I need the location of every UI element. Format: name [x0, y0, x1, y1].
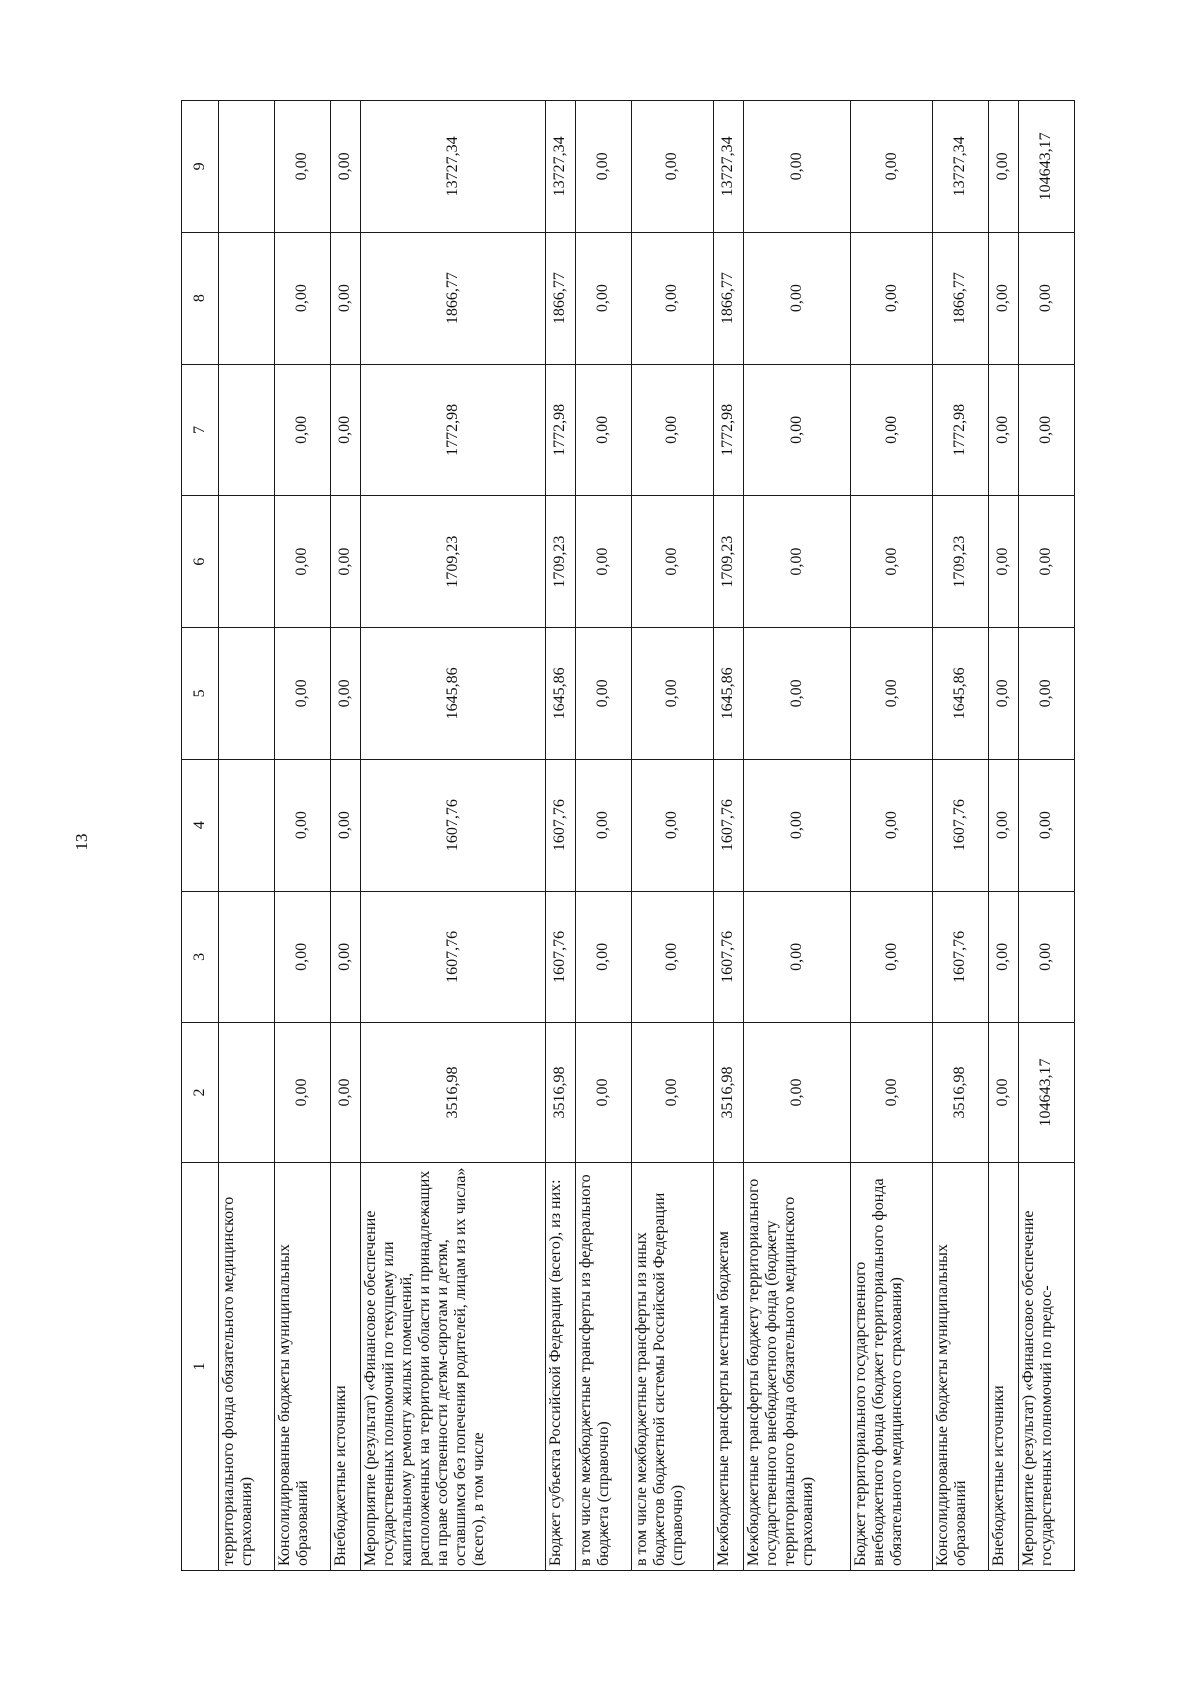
- cell-value: 0,00: [851, 232, 933, 364]
- cell-value: 0,00: [1018, 891, 1074, 1023]
- row-label: Межбюджетные трансферты бюджету территориального государственного внебюджетного фонда (бюджету территориального фонда обязательного медицинского страхования): [743, 1162, 851, 1570]
- cell-value: 0,00: [988, 364, 1018, 496]
- cell-value: 1709,23: [545, 496, 575, 628]
- cell-value: 0,00: [575, 232, 631, 364]
- cell-value: 1607,76: [545, 759, 575, 891]
- cell-value: 0,00: [743, 628, 851, 760]
- cell-value: 0,00: [631, 364, 713, 496]
- table-row: [1018, 101, 1074, 1571]
- cell-value: 0,00: [575, 364, 631, 496]
- cell-value: 1645,86: [713, 628, 743, 760]
- cell-value: 0,00: [988, 759, 1018, 891]
- cell-value: 13727,34: [713, 101, 743, 233]
- cell-value: 0,00: [988, 1023, 1018, 1162]
- cell-value: 1645,86: [932, 628, 988, 760]
- row-label: Бюджет субъекта Российской Федерации (всего), из них:: [545, 1162, 575, 1570]
- cell-value: 13727,34: [360, 101, 545, 233]
- cell-value: 3516,98: [545, 1023, 575, 1162]
- cell-value: 1772,98: [713, 364, 743, 496]
- cell-value: 0,00: [988, 101, 1018, 233]
- cell-value: 1772,98: [932, 364, 988, 496]
- cell-value: 0,00: [1018, 759, 1074, 891]
- cell-value: 0,00: [631, 232, 713, 364]
- cell-value: 0,00: [274, 759, 330, 891]
- cell-value: 0,00: [851, 759, 933, 891]
- cell-value: 0,00: [1018, 628, 1074, 760]
- cell-value: [219, 364, 275, 496]
- cell-value: 3516,98: [932, 1023, 988, 1162]
- table-row: [743, 101, 851, 1571]
- column-header-1: 1: [182, 1162, 219, 1570]
- cell-value: 0,00: [631, 628, 713, 760]
- cell-value: 0,00: [743, 232, 851, 364]
- cell-value: [219, 891, 275, 1023]
- cell-value: 0,00: [274, 496, 330, 628]
- cell-value: 1866,77: [932, 232, 988, 364]
- cell-value: 1645,86: [545, 628, 575, 760]
- cell-value: [219, 759, 275, 891]
- cell-value: 1772,98: [360, 364, 545, 496]
- cell-value: 0,00: [988, 891, 1018, 1023]
- cell-value: [219, 628, 275, 760]
- cell-value: 1607,76: [932, 891, 988, 1023]
- row-label: Межбюджетные трансферты местным бюджетам: [713, 1162, 743, 1570]
- row-label: Мероприятие (результат) «Финансовое обеспечение государственных полномочий по предос-: [1018, 1162, 1074, 1570]
- cell-value: 0,00: [330, 1023, 360, 1162]
- cell-value: 0,00: [743, 891, 851, 1023]
- cell-value: 0,00: [631, 759, 713, 891]
- table-row: [545, 101, 575, 1571]
- column-header-2: 2: [182, 1023, 219, 1162]
- cell-value: 0,00: [330, 496, 360, 628]
- cell-value: 0,00: [743, 1023, 851, 1162]
- cell-value: [219, 101, 275, 233]
- cell-value: 1607,76: [713, 891, 743, 1023]
- cell-value: [219, 232, 275, 364]
- cell-value: 0,00: [575, 628, 631, 760]
- budget-table: [181, 100, 1075, 1571]
- row-label: в том числе межбюджетные трансферты из федерального бюджета (справочно): [575, 1162, 631, 1570]
- table-row: [360, 101, 545, 1571]
- table-row: [575, 101, 631, 1571]
- cell-value: 0,00: [851, 101, 933, 233]
- cell-value: 1709,23: [360, 496, 545, 628]
- cell-value: 0,00: [330, 759, 360, 891]
- table-row: [219, 101, 275, 1571]
- header-row: [182, 101, 219, 1571]
- cell-value: 0,00: [988, 496, 1018, 628]
- cell-value: 0,00: [575, 891, 631, 1023]
- row-label: Бюджет территориального государственного внебюджетного фонда (бюджет территориального фонда обязательного медицинского страхования): [851, 1162, 933, 1570]
- cell-value: 0,00: [274, 364, 330, 496]
- row-label: Консолидированные бюджеты муниципальных образований: [932, 1162, 988, 1570]
- cell-value: 1866,77: [545, 232, 575, 364]
- cell-value: 1866,77: [713, 232, 743, 364]
- column-header-9: 9: [182, 101, 219, 233]
- cell-value: 0,00: [851, 628, 933, 760]
- column-header-3: 3: [182, 891, 219, 1023]
- cell-value: 0,00: [631, 101, 713, 233]
- table-row: [851, 101, 933, 1571]
- cell-value: 0,00: [274, 891, 330, 1023]
- cell-value: 0,00: [851, 496, 933, 628]
- cell-value: 0,00: [330, 891, 360, 1023]
- budget-table-container: [181, 100, 1075, 1571]
- cell-value: 13727,34: [932, 101, 988, 233]
- cell-value: 0,00: [274, 232, 330, 364]
- row-label: Мероприятие (результат) «Финансовое обеспечение государственных полномочий по текущему или капитальному ремонту жилых помещений, расположенных на территории области и принадлежащих на праве собственности детям-сиротам и детям, оставшимся без попечения родителей, лицам из их числа» (всего), в том числе: [360, 1162, 545, 1570]
- cell-value: 0,00: [330, 628, 360, 760]
- cell-value: 0,00: [274, 101, 330, 233]
- table-row: [274, 101, 330, 1571]
- cell-value: 1607,76: [360, 891, 545, 1023]
- cell-value: 0,00: [851, 1023, 933, 1162]
- cell-value: 0,00: [851, 891, 933, 1023]
- row-label: Внебюджетные источники: [330, 1162, 360, 1570]
- page-number: 13: [72, 833, 91, 851]
- cell-value: 0,00: [631, 1023, 713, 1162]
- cell-value: 13727,34: [545, 101, 575, 233]
- cell-value: [219, 496, 275, 628]
- cell-value: 0,00: [988, 628, 1018, 760]
- cell-value: 3516,98: [713, 1023, 743, 1162]
- cell-value: 0,00: [743, 496, 851, 628]
- cell-value: 0,00: [851, 364, 933, 496]
- cell-value: 0,00: [1018, 496, 1074, 628]
- row-label: Внебюджетные источники: [988, 1162, 1018, 1570]
- cell-value: 0,00: [743, 364, 851, 496]
- column-header-7: 7: [182, 364, 219, 496]
- cell-value: 0,00: [330, 232, 360, 364]
- column-header-4: 4: [182, 759, 219, 891]
- cell-value: 0,00: [631, 496, 713, 628]
- column-header-8: 8: [182, 232, 219, 364]
- row-label: в том числе межбюджетные трансферты из иных бюджетов бюджетной системы Российской Федерации (справочно): [631, 1162, 713, 1570]
- cell-value: 1866,77: [360, 232, 545, 364]
- cell-value: [219, 1023, 275, 1162]
- cell-value: 0,00: [743, 759, 851, 891]
- cell-value: 0,00: [274, 1023, 330, 1162]
- table-row: [988, 101, 1018, 1571]
- table-row: [631, 101, 713, 1571]
- cell-value: 0,00: [575, 759, 631, 891]
- cell-value: 0,00: [330, 364, 360, 496]
- cell-value: 104643,17: [1018, 101, 1074, 233]
- cell-value: 3516,98: [360, 1023, 545, 1162]
- cell-value: 0,00: [631, 891, 713, 1023]
- table-row: [330, 101, 360, 1571]
- cell-value: 1709,23: [713, 496, 743, 628]
- cell-value: 1709,23: [932, 496, 988, 628]
- cell-value: 1607,76: [360, 759, 545, 891]
- cell-value: 0,00: [988, 232, 1018, 364]
- cell-value: 0,00: [743, 101, 851, 233]
- cell-value: 0,00: [575, 101, 631, 233]
- cell-value: 0,00: [1018, 232, 1074, 364]
- row-label: территориального фонда обязательного медицинского страхования): [219, 1162, 275, 1570]
- cell-value: 0,00: [575, 1023, 631, 1162]
- table-row: [932, 101, 988, 1571]
- cell-value: 0,00: [330, 101, 360, 233]
- table-row: [713, 101, 743, 1571]
- cell-value: 1645,86: [360, 628, 545, 760]
- cell-value: 0,00: [274, 628, 330, 760]
- row-label: Консолидированные бюджеты муниципальных образований: [274, 1162, 330, 1570]
- column-header-5: 5: [182, 628, 219, 760]
- cell-value: 104643,17: [1018, 1023, 1074, 1162]
- cell-value: 1607,76: [713, 759, 743, 891]
- cell-value: 1607,76: [932, 759, 988, 891]
- cell-value: 0,00: [575, 496, 631, 628]
- column-header-6: 6: [182, 496, 219, 628]
- cell-value: 0,00: [1018, 364, 1074, 496]
- cell-value: 1772,98: [545, 364, 575, 496]
- cell-value: 1607,76: [545, 891, 575, 1023]
